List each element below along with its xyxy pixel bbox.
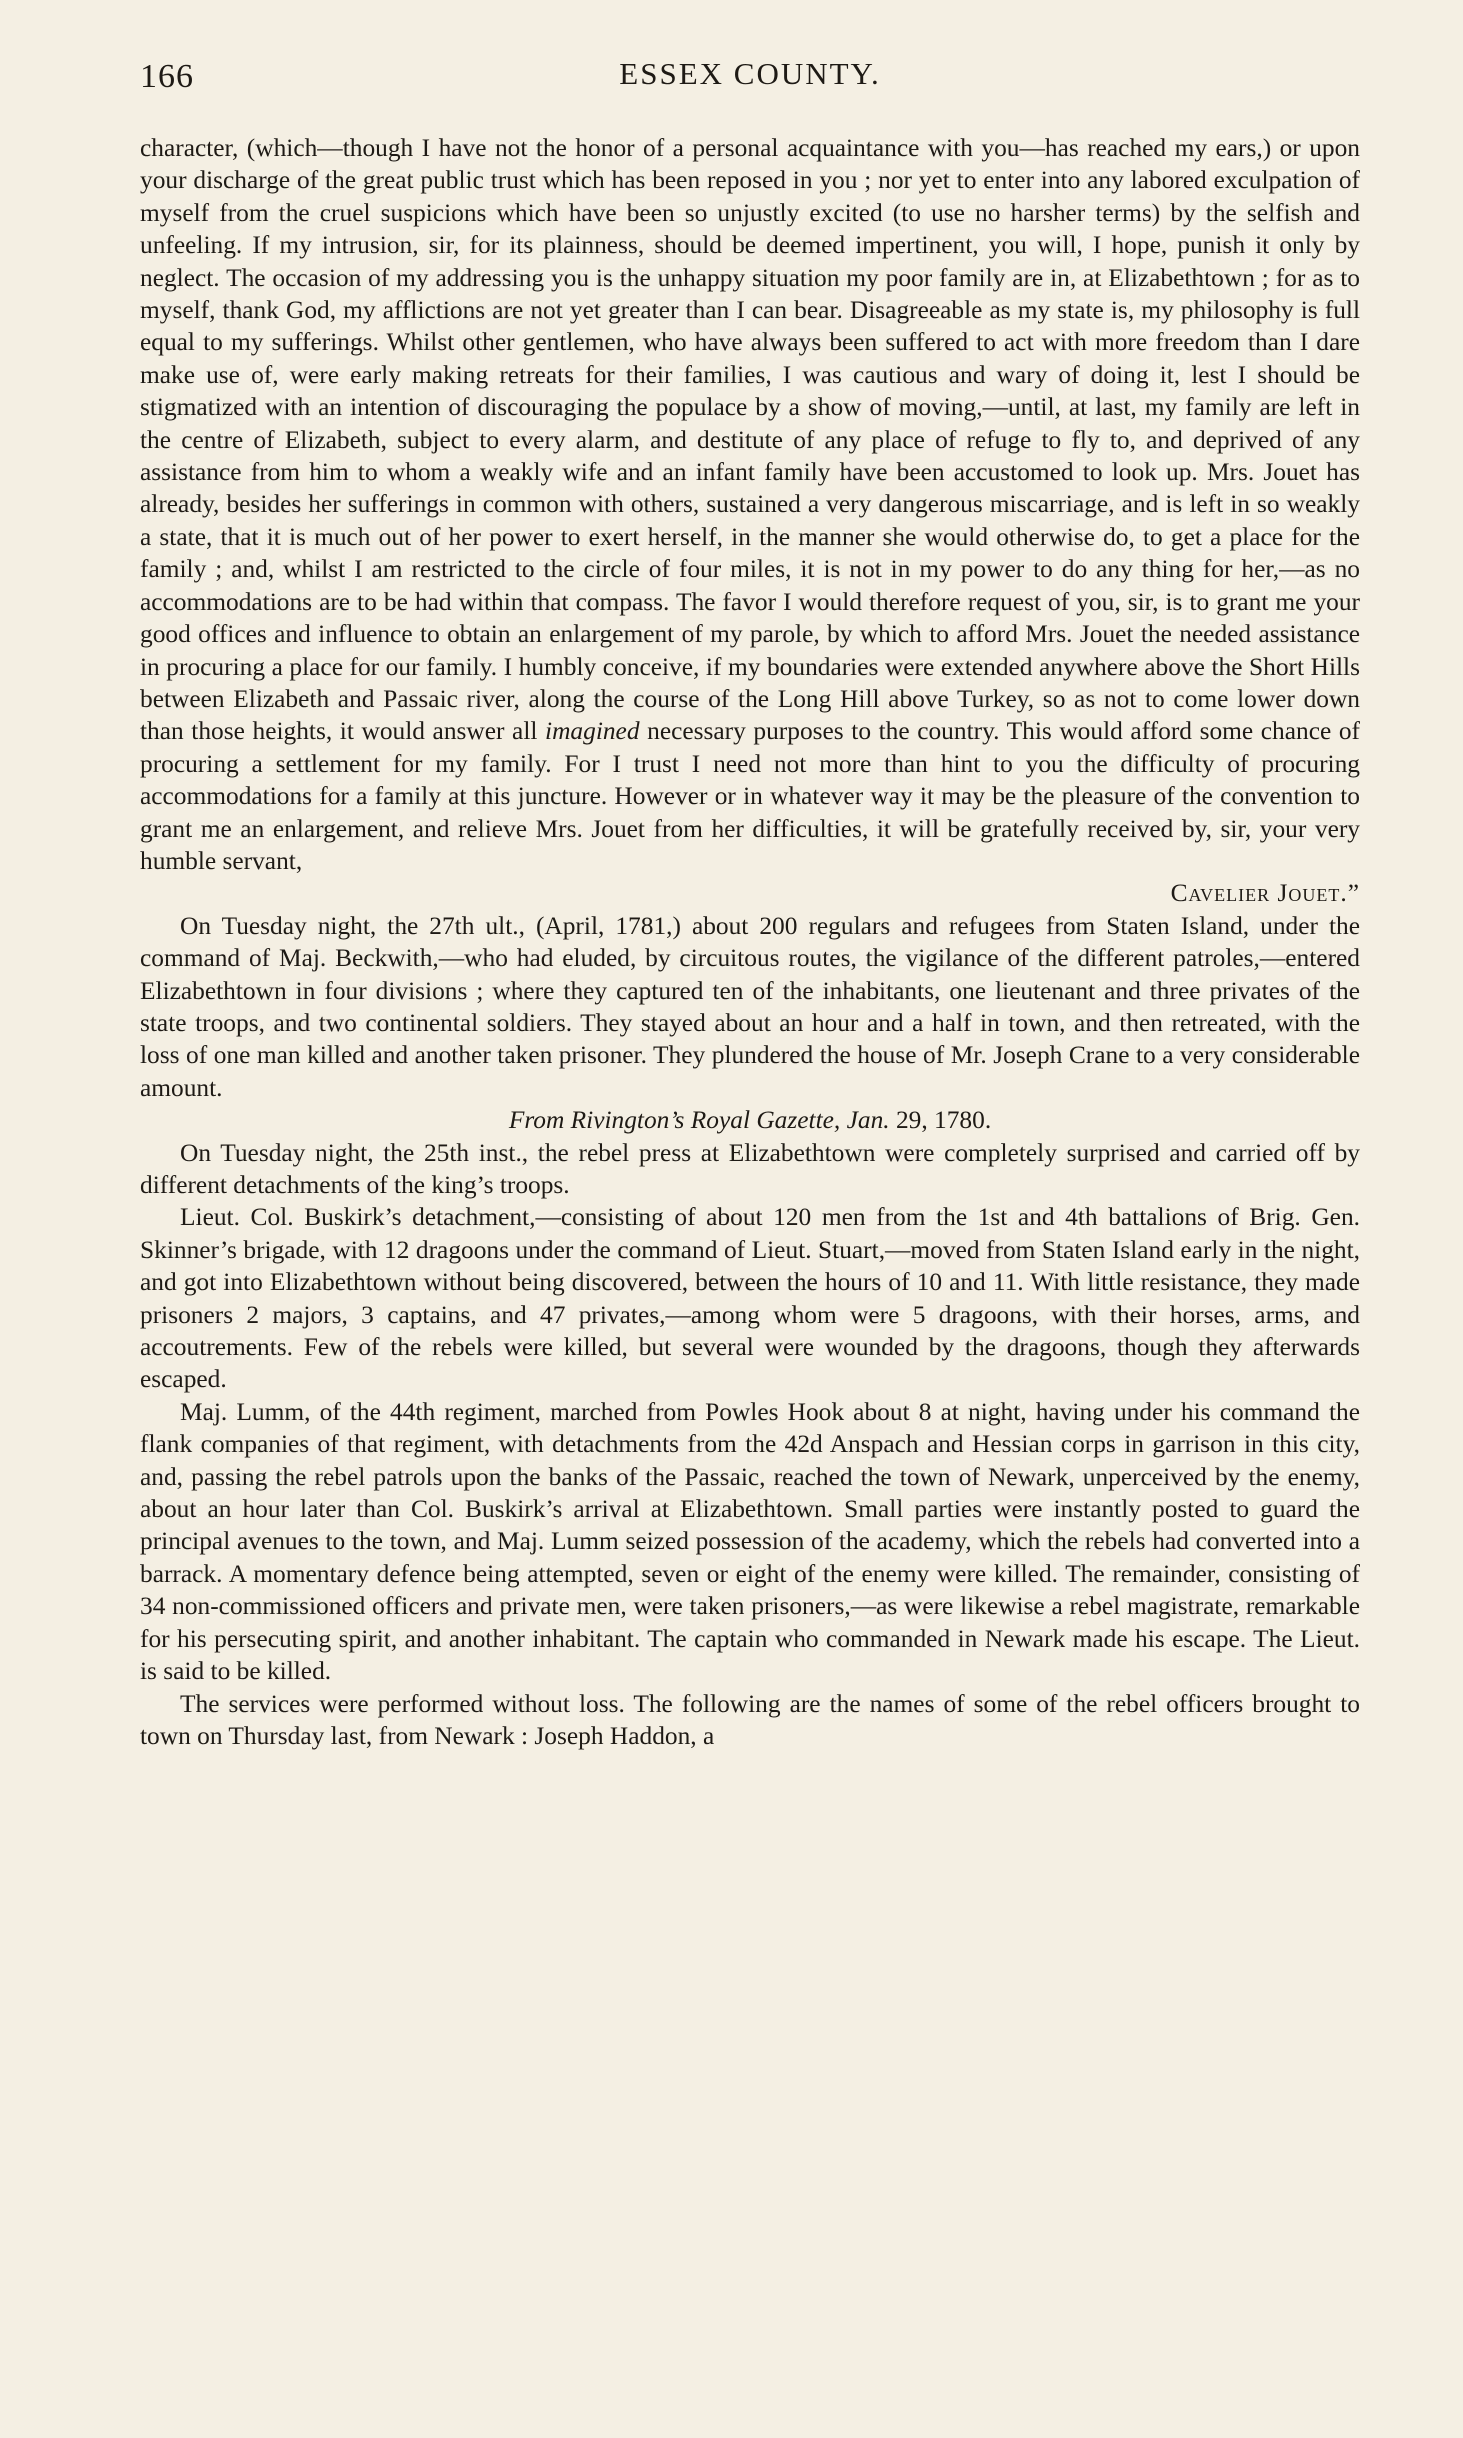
- letter-text-part2: necessary purposes to the country. This would afford some chance of procuring a settlement for my family. For I trust I need not more than hint to you the difficulty of procuring accommodations for a family at this juncture. However or in whatever way it may be the pleasure of the convention to grant me an enlargement, and relieve Mrs. Jouet from her difficulties, it will be gratefully received by, sir, your very humble servant,: [140, 717, 1360, 875]
- letter-text-part1: character, (which—though I have not the honor of a personal acquaintance with you—has reached my ears,) or upon your discharge of the great public trust which has been reposed in you ; nor yet to enter into any labored exculpation of myself from the cruel suspicions which have been so unjustly excited (to use no harsher terms) by the selfish and unfeeling. If my intrusion, sir, for its plainness, should be deemed impertinent, you will, I hope, punish it only by neglect. The occasion of my addressing you is the unhappy situation my poor family are in, at Elizabethtown ; for as to myself, thank God, my afflictions are not yet greater than I can bear. Disagreeable as my state is, my philosophy is full equal to my sufferings. Whilst other gentlemen, who have always been suffered to act with more freedom than I dare make use of, were early making retreats for their families, I was cautious and wary of doing it, lest I should be stigmatized with an intention of discouraging the populace by a show of moving,—until, at last, my family are left in the centre of Elizabeth, subject to every alarm, and destitute of any place of refuge to fly to, and deprived of any assistance from him to whom a weakly wife and an infant family have been accustomed to look up. Mrs. Jouet has already, besides her sufferings in common with others, sustained a very dangerous miscarriage, and is left in so weakly a state, that it is much out of her power to exert herself, in the manner she would otherwise do, to get a place for the family ; and, whilst I am restricted to the circle of four miles, it is not in my power to do any thing for her,—as no accommodations are to be had within that compass. The favor I would therefore request of you, sir, is to grant me your good offices and influence to obtain an enlargement of my parole, by which to afford Mrs. Jouet the needed assistance in procuring a place for our family. I humbly conceive, if my boundaries were extended anywhere above the Short Hills between Elizabeth and Passaic river, along the course of the Long Hill above Turkey, so as not to come lower down than those heights, it would answer all: [140, 134, 1360, 746]
- section-heading-date: 29, 1780.: [889, 1106, 992, 1135]
- page-number: 166: [140, 58, 194, 95]
- letter-signature: Cavelier Jouet.”: [1170, 879, 1360, 908]
- paragraph: The services were performed without loss. The following are the names of some of the rebel officers brought to town on Thursday last, from Newark : Joseph Haddon, a: [140, 1689, 1360, 1750]
- letter-emphasis: imagined: [545, 717, 640, 746]
- letter-paragraph: [140, 132, 1360, 877]
- paragraph: Lieut. Col. Buskirk’s detachment,—consisting of about 120 men from the 1st and 4th battalions of Brig. Gen. Skinner’s brigade, with 12 dragoons under the command of Lieut. Stuart,—moved from Staten Island early in the night, and got into Elizabethtown without being discovered, between the hours of 10 and 11. With little resistance, they made prisoners 2 majors, 3 captains, and 47 privates,—among whom were 5 dragoons, with their horses, arms, and accoutrements. Few of the rebels were killed, but several were wounded by the dragoons, though they afterwards escaped.: [140, 1203, 1360, 1394]
- paragraph-raid-1781: On Tuesday night, the 27th ult., (April, 1781,) about 200 regulars and refugees from Staten Island, under the command of Maj. Beckwith,—who had eluded, by circuitous routes, the vigilance of the different patroles,—entered Elizabethtown in four divisions ; where they captured ten of the inhabitants, one lieutenant and three privates of the state troops, and two continental soldiers. They stayed about an hour and a half in town, and then retreated, with the loss of one man killed and another taken prisoner. They plundered the house of Mr. Joseph Crane to a very considerable amount.: [140, 911, 1360, 1102]
- paragraph: On Tuesday night, the 25th inst., the rebel press at Elizabethtown were completely surprised and carried off by different detachments of the king’s troops.: [140, 1138, 1360, 1199]
- section-heading: [140, 1104, 1360, 1136]
- page-body: [140, 132, 1360, 1752]
- page-header: [140, 52, 1360, 102]
- running-title: ESSEX COUNTY.: [619, 56, 881, 91]
- paragraph: Maj. Lumm, of the 44th regiment, marched from Powles Hook about 8 at night, having under his command the flank companies of that regiment, with detachments from the 42d Anspach and Hessian corps in garrison in this city, and, passing the rebel patrols upon the banks of the Passaic, reached the town of Newark, unperceived by the enemy, about an hour later than Col. Buskirk’s arrival at Elizabethtown. Small parties were instantly posted to guard the principal avenues to the town, and Maj. Lumm seized possession of the academy, which the rebels had converted into a barrack. A momentary defence being attempted, seven or eight of the enemy were killed. The remainder, consisting of 34 non-commissioned officers and private men, were taken prisoners,—as were likewise a rebel magistrate, remarkable for his persecuting spirit, and another inhabitant. The captain who commanded in Newark made his escape. The Lieut. is said to be killed.: [140, 1397, 1360, 1686]
- section-heading-source: From Rivington’s Royal Gazette, Jan.: [508, 1106, 890, 1135]
